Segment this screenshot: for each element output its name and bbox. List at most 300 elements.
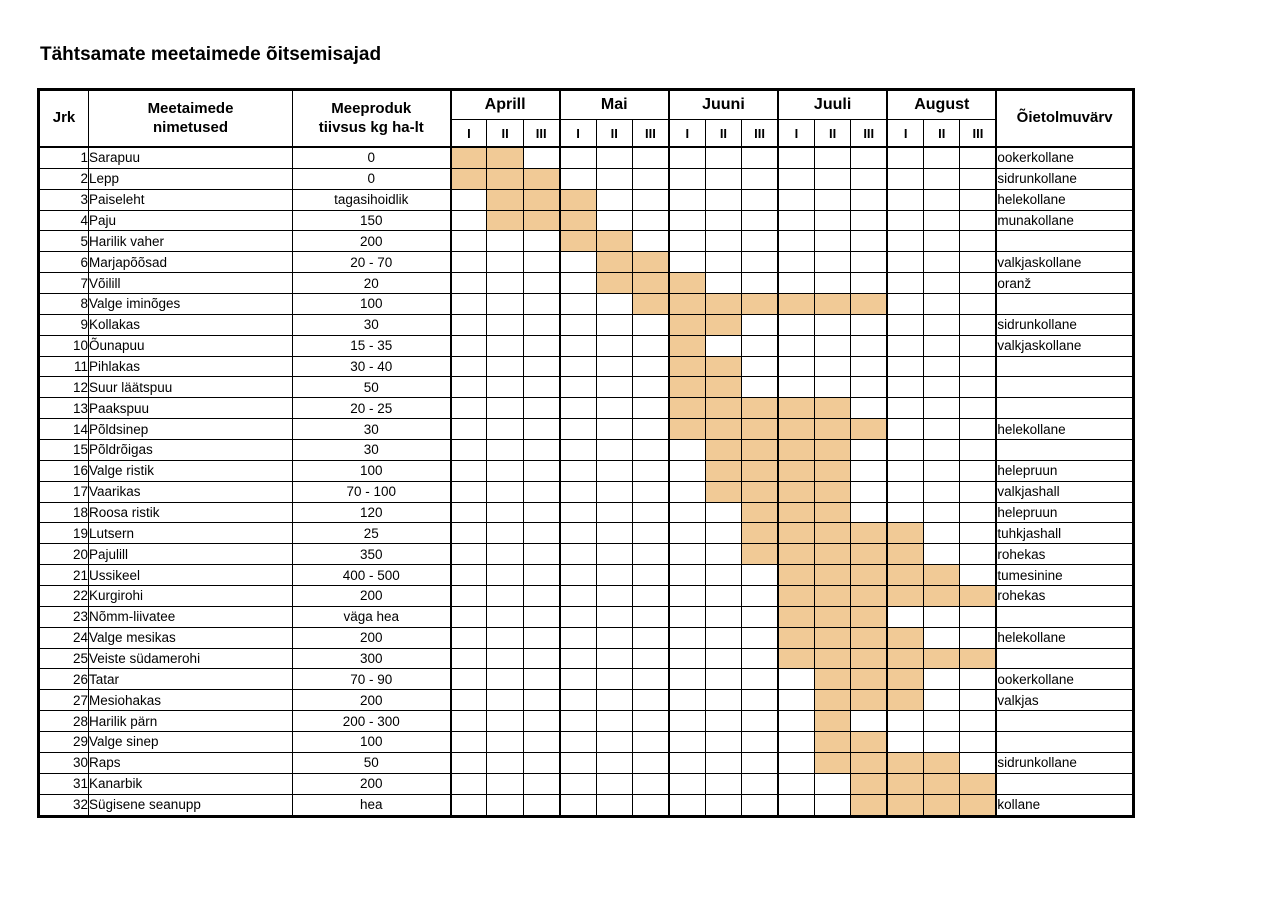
productivity-cell: 200 — [293, 627, 451, 648]
bloom-cell — [960, 690, 996, 711]
bloom-cell — [669, 648, 705, 669]
bloom-cell — [451, 252, 487, 273]
header-plant-names-line2: nimetused — [152, 118, 228, 136]
bloom-cell — [523, 732, 559, 753]
pollen-color-cell — [996, 377, 1133, 398]
bloom-cell — [669, 481, 705, 502]
bloom-cell — [960, 565, 996, 586]
bloom-cell-shaded — [814, 294, 850, 315]
bloom-cell — [742, 335, 778, 356]
plant-name-cell: Valge mesikas — [89, 627, 293, 648]
table-row — [39, 523, 1134, 544]
bloom-cell — [778, 189, 814, 210]
table-row — [39, 440, 1134, 461]
bloom-cell — [632, 460, 668, 481]
bloom-cell — [742, 210, 778, 231]
bloom-cell — [560, 460, 596, 481]
bloom-cell — [887, 335, 923, 356]
bloom-cell — [669, 752, 705, 773]
productivity-cell: 0 — [293, 147, 451, 168]
bloom-cell — [924, 440, 960, 461]
bloom-cell — [924, 377, 960, 398]
bloom-cell — [632, 210, 668, 231]
productivity-cell: 50 — [293, 752, 451, 773]
bloom-cell — [742, 794, 778, 816]
bloom-cell — [523, 752, 559, 773]
bloom-cell — [924, 273, 960, 294]
bloom-cell — [742, 356, 778, 377]
bloom-cell — [814, 189, 850, 210]
bloom-cell — [669, 460, 705, 481]
bloom-cell — [632, 189, 668, 210]
table-row — [39, 648, 1134, 669]
row-number-cell: 10 — [39, 335, 89, 356]
bloom-cell-shaded — [851, 752, 887, 773]
bloom-cell — [778, 168, 814, 189]
bloom-cell-shaded — [778, 627, 814, 648]
bloom-cell — [451, 314, 487, 335]
bloom-cell-shaded — [523, 210, 559, 231]
bloom-cell-shaded — [778, 648, 814, 669]
bloom-cell — [742, 168, 778, 189]
bloom-cell — [560, 294, 596, 315]
plant-name-cell: Ussikeel — [89, 565, 293, 586]
bloom-cell — [778, 377, 814, 398]
bloom-cell — [451, 273, 487, 294]
row-number-cell: 13 — [39, 398, 89, 419]
bloom-cell — [669, 773, 705, 794]
plant-name-cell: Paju — [89, 210, 293, 231]
bloom-cell — [451, 711, 487, 732]
table-row — [39, 606, 1134, 627]
bloom-cell — [814, 252, 850, 273]
bloom-cell-shaded — [778, 586, 814, 607]
bloom-cell — [742, 273, 778, 294]
bloom-cell — [523, 252, 559, 273]
bloom-cell — [487, 356, 523, 377]
bloom-cell — [887, 732, 923, 753]
bloom-cell-shaded — [960, 773, 996, 794]
bloom-cell — [632, 773, 668, 794]
bloom-cell — [596, 648, 632, 669]
bloom-cell — [705, 210, 741, 231]
plant-name-cell: Harilik vaher — [89, 231, 293, 252]
row-number-cell: 25 — [39, 648, 89, 669]
row-number-cell: 14 — [39, 419, 89, 440]
bloom-cell — [596, 752, 632, 773]
header-month-august: August — [887, 90, 996, 120]
bloom-cell-shaded — [887, 523, 923, 544]
productivity-cell: 20 — [293, 273, 451, 294]
bloom-cell — [487, 335, 523, 356]
bloom-cell — [924, 356, 960, 377]
bloom-cell-shaded — [814, 606, 850, 627]
bloom-cell-shaded — [851, 773, 887, 794]
plant-name-cell: Valge ristik — [89, 460, 293, 481]
bloom-cell — [560, 627, 596, 648]
pollen-color-cell — [996, 606, 1133, 627]
table-row — [39, 732, 1134, 753]
bloom-cell-shaded — [778, 523, 814, 544]
bloom-cell — [924, 168, 960, 189]
bloom-cell — [596, 794, 632, 816]
row-number-cell: 15 — [39, 440, 89, 461]
row-number-cell: 29 — [39, 732, 89, 753]
bloom-cell-shaded — [596, 273, 632, 294]
bloom-cell — [560, 669, 596, 690]
bloom-cell — [887, 189, 923, 210]
bloom-cell — [778, 752, 814, 773]
bloom-cell — [814, 356, 850, 377]
bloom-cell-shaded — [851, 648, 887, 669]
bloom-cell — [596, 523, 632, 544]
bloom-cell — [669, 669, 705, 690]
table-row — [39, 147, 1134, 168]
plant-name-cell: Lutsern — [89, 523, 293, 544]
bloom-cell — [523, 606, 559, 627]
bloom-cell-shaded — [887, 627, 923, 648]
row-number-cell: 24 — [39, 627, 89, 648]
bloom-cell — [814, 168, 850, 189]
pollen-color-cell — [996, 231, 1133, 252]
bloom-cell — [851, 314, 887, 335]
bloom-cell — [960, 168, 996, 189]
bloom-cell — [960, 752, 996, 773]
bloom-cell — [451, 606, 487, 627]
bloom-cell — [960, 335, 996, 356]
bloom-cell — [924, 189, 960, 210]
bloom-cell — [560, 377, 596, 398]
bloom-cell — [632, 356, 668, 377]
bloom-cell-shaded — [814, 669, 850, 690]
bloom-cell-shaded — [669, 314, 705, 335]
bloom-cell — [632, 711, 668, 732]
bloom-cell — [887, 502, 923, 523]
productivity-cell: 70 - 100 — [293, 481, 451, 502]
bloom-cell — [778, 669, 814, 690]
bloom-cell — [523, 335, 559, 356]
row-number-cell: 11 — [39, 356, 89, 377]
bloom-cell — [669, 231, 705, 252]
bloom-table — [37, 88, 1135, 818]
bloom-cell-shaded — [851, 627, 887, 648]
header-decade: II — [705, 120, 741, 148]
header-plant-names-line1: Meetaimede — [147, 99, 234, 117]
bloom-cell-shaded — [814, 398, 850, 419]
bloom-cell — [523, 544, 559, 565]
bloom-cell — [560, 794, 596, 816]
bloom-cell — [487, 231, 523, 252]
table-row — [39, 627, 1134, 648]
header-decade: I — [778, 120, 814, 148]
bloom-cell-shaded — [887, 565, 923, 586]
bloom-cell — [960, 502, 996, 523]
bloom-cell — [596, 690, 632, 711]
bloom-cell — [451, 648, 487, 669]
bloom-cell — [960, 189, 996, 210]
table-row — [39, 481, 1134, 502]
pollen-color-cell: rohekas — [996, 586, 1133, 607]
bloom-cell-shaded — [887, 794, 923, 816]
bloom-cell-shaded — [778, 481, 814, 502]
bloom-cell — [851, 502, 887, 523]
pollen-color-cell: tuhkjashall — [996, 523, 1133, 544]
bloom-cell — [960, 210, 996, 231]
bloom-cell-shaded — [851, 732, 887, 753]
pollen-color-cell: valkjashall — [996, 481, 1133, 502]
bloom-cell — [451, 669, 487, 690]
bloom-cell — [523, 419, 559, 440]
bloom-cell — [742, 752, 778, 773]
bloom-cell — [451, 356, 487, 377]
bloom-cell — [778, 147, 814, 168]
bloom-cell — [742, 314, 778, 335]
bloom-cell — [523, 648, 559, 669]
row-number-cell: 8 — [39, 294, 89, 315]
pollen-color-cell: rohekas — [996, 544, 1133, 565]
header-decade: III — [742, 120, 778, 148]
header-jrk: Jrk — [39, 90, 89, 148]
header-month-aprill: Aprill — [451, 90, 560, 120]
pollen-color-cell: kollane — [996, 794, 1133, 816]
header-month-juuni: Juuni — [669, 90, 778, 120]
bloom-cell-shaded — [814, 627, 850, 648]
bloom-cell-shaded — [705, 460, 741, 481]
bloom-cell — [705, 627, 741, 648]
bloom-cell — [632, 147, 668, 168]
bloom-cell — [560, 252, 596, 273]
bloom-cell — [487, 586, 523, 607]
bloom-cell — [705, 335, 741, 356]
bloom-cell — [705, 711, 741, 732]
table-row — [39, 294, 1134, 315]
bloom-cell — [960, 481, 996, 502]
header-month-juuli: Juuli — [778, 90, 887, 120]
bloom-cell — [560, 606, 596, 627]
bloom-cell — [523, 627, 559, 648]
row-number-cell: 18 — [39, 502, 89, 523]
plant-name-cell: Pihlakas — [89, 356, 293, 377]
bloom-cell-shaded — [669, 294, 705, 315]
bloom-cell — [851, 168, 887, 189]
bloom-cell — [487, 440, 523, 461]
bloom-cell-shaded — [705, 314, 741, 335]
bloom-cell — [851, 189, 887, 210]
bloom-cell — [887, 356, 923, 377]
bloom-cell — [596, 544, 632, 565]
bloom-cell — [742, 231, 778, 252]
bloom-cell — [632, 565, 668, 586]
bloom-cell — [960, 523, 996, 544]
bloom-cell-shaded — [887, 544, 923, 565]
header-decade: II — [596, 120, 632, 148]
bloom-cell-shaded — [669, 377, 705, 398]
bloom-cell-shaded — [778, 565, 814, 586]
table-row — [39, 502, 1134, 523]
bloom-cell — [814, 210, 850, 231]
bloom-cell — [560, 273, 596, 294]
bloom-cell — [742, 377, 778, 398]
plant-name-cell: Raps — [89, 752, 293, 773]
bloom-cell-shaded — [851, 294, 887, 315]
productivity-cell: väga hea — [293, 606, 451, 627]
header-plant-names — [89, 90, 293, 148]
bloom-cell-shaded — [814, 586, 850, 607]
bloom-cell — [560, 732, 596, 753]
header-decade: III — [851, 120, 887, 148]
bloom-cell — [778, 231, 814, 252]
bloom-cell — [596, 502, 632, 523]
bloom-cell — [487, 252, 523, 273]
bloom-cell-shaded — [778, 294, 814, 315]
bloom-cell-shaded — [924, 565, 960, 586]
bloom-cell — [742, 586, 778, 607]
bloom-cell — [705, 669, 741, 690]
bloom-cell — [523, 586, 559, 607]
bloom-cell — [596, 294, 632, 315]
bloom-cell — [960, 440, 996, 461]
bloom-cell — [560, 752, 596, 773]
bloom-cell — [705, 523, 741, 544]
bloom-cell — [487, 314, 523, 335]
bloom-cell — [705, 752, 741, 773]
bloom-cell-shaded — [851, 544, 887, 565]
bloom-cell-shaded — [851, 565, 887, 586]
bloom-cell — [960, 398, 996, 419]
pollen-color-cell — [996, 398, 1133, 419]
bloom-cell — [669, 252, 705, 273]
productivity-cell: 20 - 70 — [293, 252, 451, 273]
productivity-cell: 30 — [293, 314, 451, 335]
bloom-cell-shaded — [887, 690, 923, 711]
bloom-cell — [778, 273, 814, 294]
bloom-cell — [523, 314, 559, 335]
pollen-color-cell: valkjaskollane — [996, 252, 1133, 273]
bloom-cell — [632, 544, 668, 565]
bloom-cell-shaded — [742, 440, 778, 461]
bloom-cell-shaded — [924, 773, 960, 794]
bloom-cell — [596, 460, 632, 481]
bloom-cell — [560, 648, 596, 669]
bloom-cell-shaded — [742, 419, 778, 440]
bloom-cell — [887, 314, 923, 335]
bloom-cell — [596, 606, 632, 627]
row-number-cell: 12 — [39, 377, 89, 398]
bloom-cell — [814, 794, 850, 816]
bloom-cell — [851, 273, 887, 294]
header-decade: I — [669, 120, 705, 148]
row-number-cell: 20 — [39, 544, 89, 565]
header-month-mai: Mai — [560, 90, 669, 120]
bloom-cell-shaded — [487, 210, 523, 231]
bloom-cell — [632, 502, 668, 523]
bloom-cell — [632, 231, 668, 252]
bloom-cell — [705, 168, 741, 189]
bloom-cell — [560, 502, 596, 523]
row-number-cell: 4 — [39, 210, 89, 231]
bloom-cell — [887, 440, 923, 461]
plant-name-cell: Valge sinep — [89, 732, 293, 753]
bloom-cell — [742, 732, 778, 753]
row-number-cell: 30 — [39, 752, 89, 773]
table-row — [39, 335, 1134, 356]
bloom-cell — [705, 147, 741, 168]
pollen-color-cell: ookerkollane — [996, 147, 1133, 168]
bloom-cell — [596, 419, 632, 440]
bloom-cell — [887, 377, 923, 398]
bloom-cell — [560, 523, 596, 544]
bloom-cell-shaded — [705, 481, 741, 502]
bloom-cell — [778, 252, 814, 273]
bloom-cell — [705, 502, 741, 523]
bloom-cell — [742, 606, 778, 627]
table-header — [39, 90, 1134, 148]
bloom-cell-shaded — [814, 565, 850, 586]
productivity-cell: 70 - 90 — [293, 669, 451, 690]
bloom-cell — [705, 231, 741, 252]
pollen-color-cell: helepruun — [996, 502, 1133, 523]
productivity-cell: 0 — [293, 168, 451, 189]
productivity-cell: 200 - 300 — [293, 711, 451, 732]
bloom-cell — [924, 627, 960, 648]
bloom-cell — [451, 398, 487, 419]
bloom-cell-shaded — [851, 419, 887, 440]
bloom-cell-shaded — [887, 752, 923, 773]
bloom-cell — [960, 231, 996, 252]
bloom-cell-shaded — [632, 294, 668, 315]
header-decade: II — [487, 120, 523, 148]
bloom-cell-shaded — [669, 335, 705, 356]
productivity-cell: 150 — [293, 210, 451, 231]
bloom-cell — [451, 440, 487, 461]
productivity-cell: 120 — [293, 502, 451, 523]
bloom-cell-shaded — [669, 419, 705, 440]
bloom-cell — [778, 356, 814, 377]
table-row — [39, 252, 1134, 273]
bloom-cell — [924, 460, 960, 481]
bloom-cell — [924, 252, 960, 273]
bloom-cell — [632, 440, 668, 461]
header-productivity — [293, 90, 451, 148]
plant-name-cell: Roosa ristik — [89, 502, 293, 523]
bloom-cell — [632, 481, 668, 502]
pollen-color-cell: sidrunkollane — [996, 314, 1133, 335]
table-row — [39, 356, 1134, 377]
row-number-cell: 22 — [39, 586, 89, 607]
bloom-cell — [560, 398, 596, 419]
bloom-cell — [487, 627, 523, 648]
bloom-cell — [523, 711, 559, 732]
bloom-cell — [960, 314, 996, 335]
bloom-cell-shaded — [887, 648, 923, 669]
row-number-cell: 23 — [39, 606, 89, 627]
plant-name-cell: Nõmm-liivatee — [89, 606, 293, 627]
bloom-cell — [705, 252, 741, 273]
bloom-cell — [924, 231, 960, 252]
row-number-cell: 26 — [39, 669, 89, 690]
bloom-cell — [669, 502, 705, 523]
bloom-cell-shaded — [742, 294, 778, 315]
bloom-cell-shaded — [924, 586, 960, 607]
pollen-color-cell: helepruun — [996, 460, 1133, 481]
bloom-cell-shaded — [742, 481, 778, 502]
bloom-cell — [924, 544, 960, 565]
bloom-cell — [560, 544, 596, 565]
header-decade: I — [560, 120, 596, 148]
bloom-cell — [669, 586, 705, 607]
bloom-cell — [451, 335, 487, 356]
bloom-cell — [924, 335, 960, 356]
